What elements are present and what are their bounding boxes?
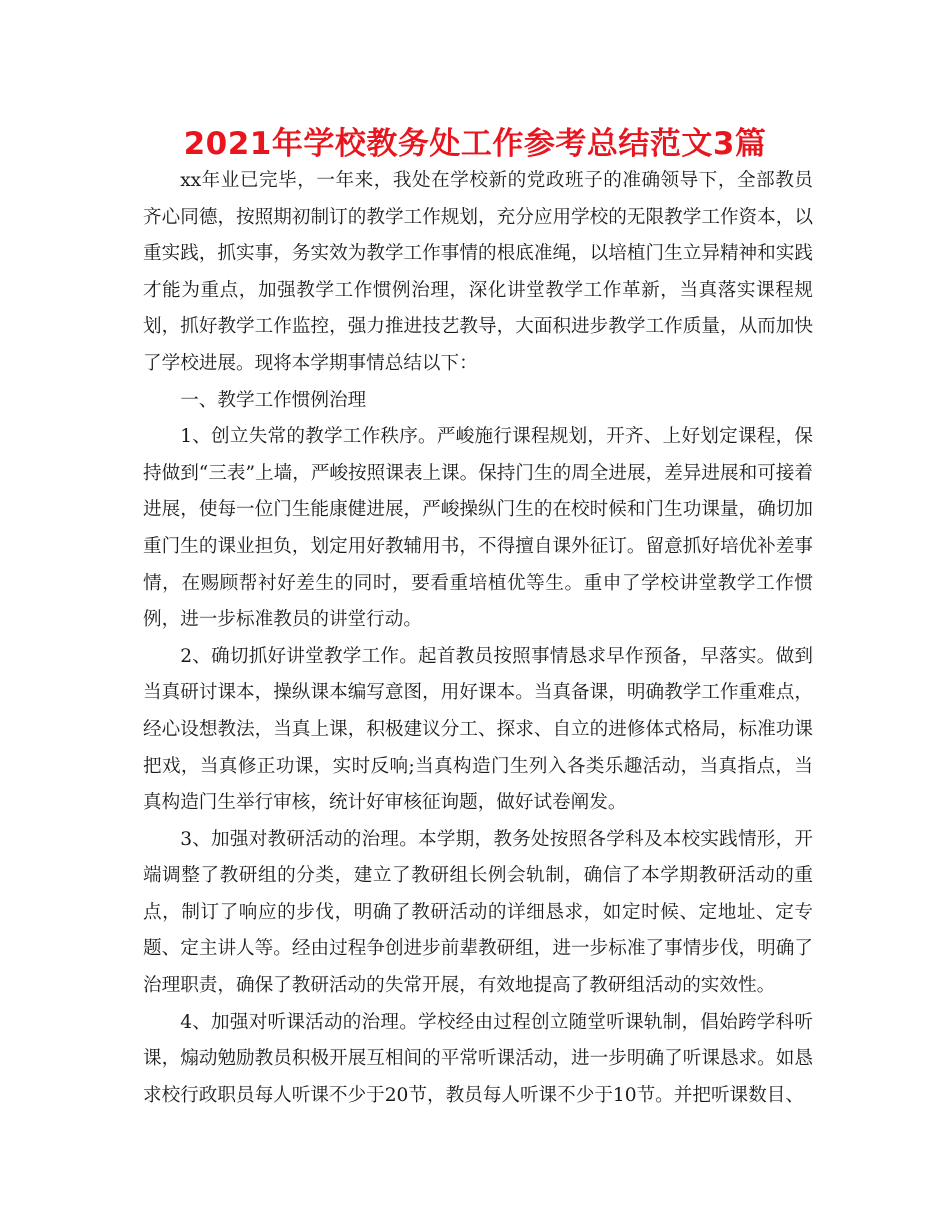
paragraph-item-2: 2、确切抓好讲堂教学工作。起首教员按照事情恳求早作预备，早落实。做到当真研讨课本，操纵课本编写意图，用好课本。当真备课，明确教学工作重难点，经心设想教法，当真上课，积极建议分工、探求、自立的进修体式格局，标准功课把戏，当真修正功课，实时反响;当真构造门生列入各类乐趣活动，当真指点，当真构造门生举行审核，统计好审核征询题，做好试卷阐发。: [143, 645, 813, 814]
paragraph-intro: xx年业已完毕，一年来，我处在学校新的党政班子的准确领导下，全部教员齐心同德，按照期初制订的教学工作规划，充分应用学校的无限教学工作资本，以重实践，抓实事，务实效为教学工作事情的根底准绳，以培植门生立异精神和实践才能为重点，加强教学工作惯例治理，深化讲堂教学工作革新，当真落实课程规划，抓好教学工作监控，强力推进技艺教导，大面积进步教学工作质量，从而加快了学校进展。现将本学期事情总结以下：: [143, 170, 813, 374]
paragraph-item-1: 1、创立失常的教学工作秩序。严峻施行课程规划，开齐、上好划定课程，保持做到“三表”上墙，严峻按照课表上课。保持门生的周全进展，差异进展和可接着进展，使每一位门生能康健进展，严峻操纵门生的在校时候和门生功课量，确切加重门生的课业担负，划定用好教辅用书，不得擅自课外征订。留意抓好培优补差事情，在赐顾帮衬好差生的同时，要看重培植优等生。重申了学校讲堂教学工作惯例，进一步标准教员的讲堂行动。: [143, 426, 813, 631]
paragraph-item-3: 3、加强对教研活动的治理。本学期，教务处按照各学科及本校实践情形，开端调整了教研组的分类，建立了教研组长例会轨制，确信了本学期教研活动的重点，制订了响应的步伐，明确了教研活动的详细恳求，如定时候、定地址、定专题、定主讲人等。经由过程争创进步前辈教研组，进一步标准了事情步伐，明确了治理职责，确保了教研活动的失常开展，有效地提高了教研组活动的实效性。: [143, 828, 813, 997]
paragraph-item-4: 4、加强对听课活动的治理。学校经由过程创立随堂听课轨制，倡始跨学科听课，煽动勉励教员积极开展互相间的平常听课活动，进一步明确了听课恳求。如恳求校行政职员每人听课不少于20节，教员每人听课不少于10节。并把听课数目、: [143, 1011, 813, 1106]
document-title: 2021年学校教务处工作参考总结范文3篇: [183, 126, 767, 162]
document-body: [143, 163, 813, 1114]
section-heading: 一、教学工作惯例治理: [180, 389, 367, 411]
